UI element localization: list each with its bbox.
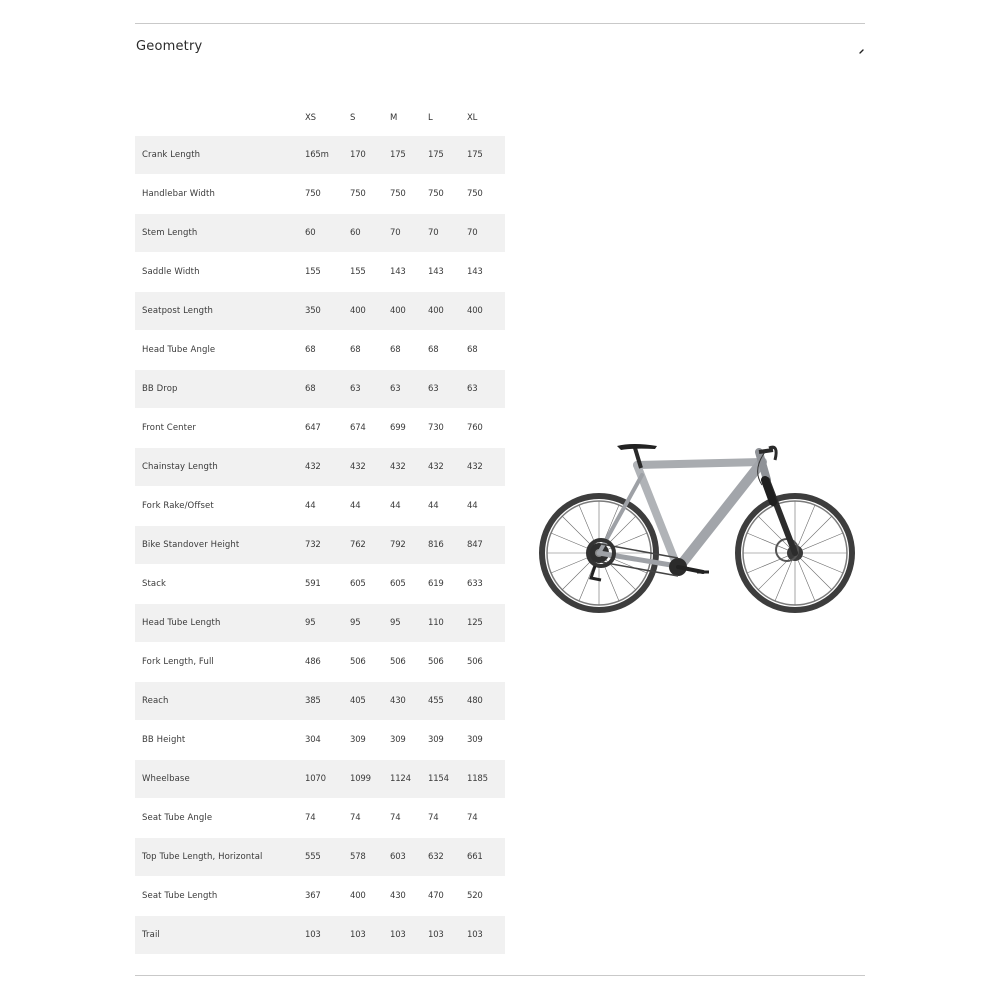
row-label: Seatpost Length	[135, 292, 305, 331]
size-value-cell: 95	[305, 604, 350, 643]
size-value-cell: 68	[467, 331, 505, 370]
size-value-cell: 350	[305, 292, 350, 331]
size-header-xl: XL	[467, 112, 478, 123]
size-value-cell: 95	[350, 604, 390, 643]
size-value-cell: 63	[428, 370, 467, 409]
size-value-cell: 175	[467, 136, 505, 175]
size-value-cell: 103	[467, 916, 505, 955]
size-value-cell: 74	[305, 799, 350, 838]
size-value-cell: 63	[390, 370, 428, 409]
size-value-cell: 60	[350, 214, 390, 253]
table-row	[135, 877, 505, 916]
size-value-cell: 520	[467, 877, 505, 916]
size-value-cell: 792	[390, 526, 428, 565]
size-value-cell: 70	[428, 214, 467, 253]
size-value-cell: 155	[350, 253, 390, 292]
geometry-table	[135, 99, 505, 955]
size-value-cell: 578	[350, 838, 390, 877]
row-label: Head Tube Angle	[135, 331, 305, 370]
row-label: Stack	[135, 565, 305, 604]
size-value-cell: 74	[467, 799, 505, 838]
size-value-cell: 175	[390, 136, 428, 175]
size-value-cell: 506	[428, 643, 467, 682]
size-header-l: L	[428, 112, 433, 123]
row-label: Crank Length	[135, 136, 305, 175]
row-label: Handlebar Width	[135, 175, 305, 214]
row-label: Trail	[135, 916, 305, 955]
size-value-cell: 647	[305, 409, 350, 448]
size-value-cell: 674	[350, 409, 390, 448]
size-value-cell: 44	[467, 487, 505, 526]
row-label: Head Tube Length	[135, 604, 305, 643]
table-row	[135, 838, 505, 877]
size-value-cell: 63	[350, 370, 390, 409]
size-value-cell: 506	[467, 643, 505, 682]
size-value-cell: 74	[350, 799, 390, 838]
row-label: Reach	[135, 682, 305, 721]
size-value-cell: 432	[350, 448, 390, 487]
size-value-cell: 103	[305, 916, 350, 955]
table-row	[135, 448, 505, 487]
size-value-cell: 68	[305, 370, 350, 409]
size-value-cell: 70	[467, 214, 505, 253]
size-value-cell: 143	[390, 253, 428, 292]
size-value-cell: 74	[428, 799, 467, 838]
table-row	[135, 682, 505, 721]
table-row	[135, 175, 505, 214]
row-label: Fork Rake/Offset	[135, 487, 305, 526]
header-label-cell	[135, 99, 305, 136]
size-value-cell: 1124	[390, 760, 428, 799]
size-value-cell: 591	[305, 565, 350, 604]
size-value-cell: 304	[305, 721, 350, 760]
size-value-cell: 309	[467, 721, 505, 760]
size-value-cell: 1154	[428, 760, 467, 799]
size-value-cell: 555	[305, 838, 350, 877]
size-value-cell: 309	[350, 721, 390, 760]
size-value-cell: 400	[350, 877, 390, 916]
size-value-cell: 750	[467, 175, 505, 214]
size-value-cell: 60	[305, 214, 350, 253]
size-value-cell: 619	[428, 565, 467, 604]
size-value-cell: 750	[390, 175, 428, 214]
table-row	[135, 799, 505, 838]
size-value-cell: 480	[467, 682, 505, 721]
table-row	[135, 136, 505, 175]
size-value-cell: 430	[390, 682, 428, 721]
size-value-cell: 1099	[350, 760, 390, 799]
row-label: Front Center	[135, 409, 305, 448]
size-value-cell: 432	[390, 448, 428, 487]
size-value-cell: 432	[467, 448, 505, 487]
size-value-cell: 1185	[467, 760, 505, 799]
size-value-cell: 1070	[305, 760, 350, 799]
size-value-cell: 730	[428, 409, 467, 448]
row-label: BB Drop	[135, 370, 305, 409]
size-value-cell: 732	[305, 526, 350, 565]
size-value-cell: 430	[390, 877, 428, 916]
size-value-cell: 103	[350, 916, 390, 955]
section-bottom-divider	[135, 975, 865, 976]
size-value-cell: 750	[428, 175, 467, 214]
size-value-cell: 432	[428, 448, 467, 487]
size-value-cell: 400	[350, 292, 390, 331]
row-label: Fork Length, Full	[135, 643, 305, 682]
table-row	[135, 643, 505, 682]
section-top-divider	[135, 23, 865, 24]
size-value-cell: 750	[350, 175, 390, 214]
size-value-cell: 632	[428, 838, 467, 877]
row-label: Saddle Width	[135, 253, 305, 292]
size-value-cell: 95	[390, 604, 428, 643]
row-label: Bike Standover Height	[135, 526, 305, 565]
size-value-cell: 165m	[305, 136, 350, 175]
table-body	[135, 136, 505, 955]
size-value-cell: 486	[305, 643, 350, 682]
table-row	[135, 409, 505, 448]
table-row	[135, 565, 505, 604]
size-value-cell: 455	[428, 682, 467, 721]
size-value-cell: 44	[305, 487, 350, 526]
size-value-cell: 661	[467, 838, 505, 877]
size-value-cell: 103	[428, 916, 467, 955]
size-value-cell: 63	[467, 370, 505, 409]
size-value-cell: 309	[428, 721, 467, 760]
size-value-cell: 506	[350, 643, 390, 682]
size-value-cell: 816	[428, 526, 467, 565]
size-value-cell: 385	[305, 682, 350, 721]
row-label: BB Height	[135, 721, 305, 760]
size-value-cell: 70	[390, 214, 428, 253]
row-label: Stem Length	[135, 214, 305, 253]
size-value-cell: 44	[350, 487, 390, 526]
size-value-cell: 175	[428, 136, 467, 175]
table-row	[135, 292, 505, 331]
bike-image	[537, 440, 859, 620]
size-value-cell: 847	[467, 526, 505, 565]
size-value-cell: 68	[350, 331, 390, 370]
size-value-cell: 633	[467, 565, 505, 604]
size-value-cell: 44	[390, 487, 428, 526]
size-value-cell: 367	[305, 877, 350, 916]
size-value-cell: 155	[305, 253, 350, 292]
table-row	[135, 721, 505, 760]
table-row	[135, 331, 505, 370]
size-value-cell: 400	[467, 292, 505, 331]
size-value-cell: 143	[428, 253, 467, 292]
chevron-up-icon[interactable]	[853, 41, 865, 53]
size-value-cell: 309	[390, 721, 428, 760]
row-label: Top Tube Length, Horizontal	[135, 838, 305, 877]
size-value-cell: 432	[305, 448, 350, 487]
size-value-cell: 603	[390, 838, 428, 877]
row-label: Seat Tube Angle	[135, 799, 305, 838]
size-value-cell: 605	[390, 565, 428, 604]
size-value-cell: 470	[428, 877, 467, 916]
size-value-cell: 44	[428, 487, 467, 526]
size-value-cell: 405	[350, 682, 390, 721]
size-value-cell: 400	[390, 292, 428, 331]
table-row	[135, 760, 505, 799]
row-label: Seat Tube Length	[135, 877, 305, 916]
size-value-cell: 760	[467, 409, 505, 448]
size-value-cell: 143	[467, 253, 505, 292]
size-value-cell: 506	[390, 643, 428, 682]
table-row	[135, 487, 505, 526]
size-value-cell: 125	[467, 604, 505, 643]
size-value-cell: 750	[305, 175, 350, 214]
size-header-xs: XS	[305, 112, 316, 123]
size-header-m: M	[390, 112, 398, 123]
size-value-cell: 762	[350, 526, 390, 565]
size-value-cell: 68	[305, 331, 350, 370]
size-value-cell: 170	[350, 136, 390, 175]
size-value-cell: 110	[428, 604, 467, 643]
table-row	[135, 370, 505, 409]
size-value-cell: 74	[390, 799, 428, 838]
table-header-row	[135, 99, 505, 136]
table-row	[135, 604, 505, 643]
section-title: Geometry	[136, 39, 203, 54]
size-value-cell: 699	[390, 409, 428, 448]
table-row	[135, 214, 505, 253]
size-value-cell: 103	[390, 916, 428, 955]
size-value-cell: 68	[390, 331, 428, 370]
size-header-s: S	[350, 112, 356, 123]
table-row	[135, 526, 505, 565]
row-label: Wheelbase	[135, 760, 305, 799]
table-row	[135, 916, 505, 955]
row-label: Chainstay Length	[135, 448, 305, 487]
table-row	[135, 253, 505, 292]
size-value-cell: 400	[428, 292, 467, 331]
size-value-cell: 605	[350, 565, 390, 604]
geometry-accordion-header[interactable]	[135, 36, 865, 62]
size-value-cell: 68	[428, 331, 467, 370]
